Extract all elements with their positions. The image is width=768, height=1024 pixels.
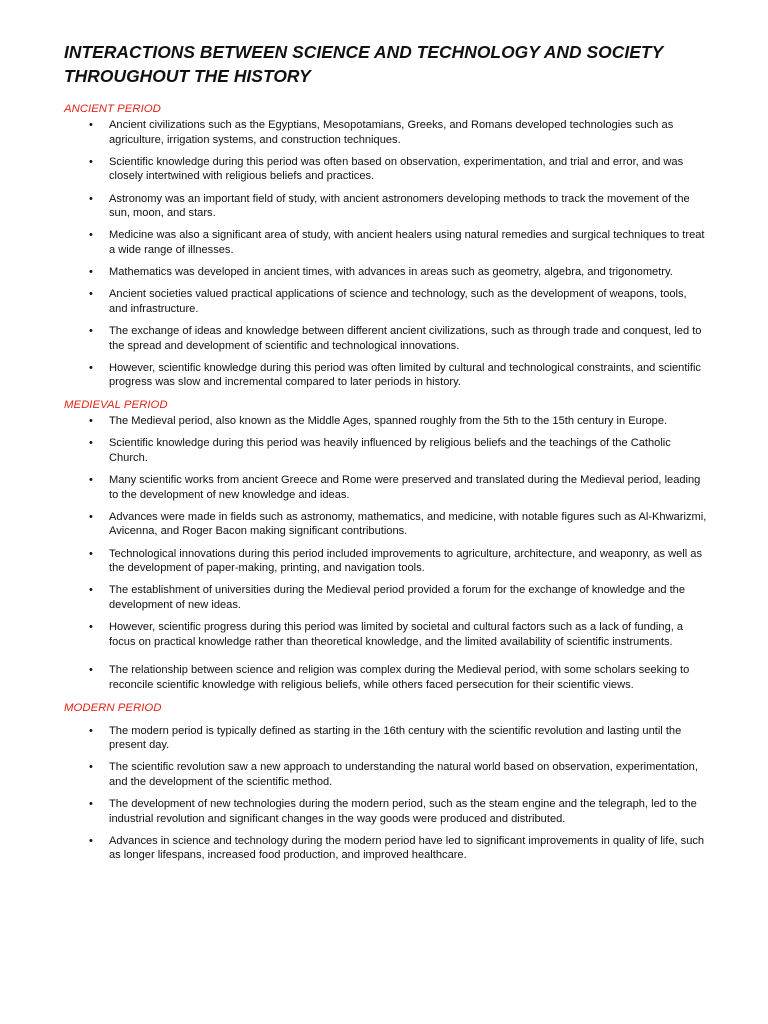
list-item-text: However, scientific knowledge during this period was often limited by cultural and technological constraints, and scientific progress was slow and incremental compared to later periods in history. <box>109 361 701 389</box>
list-item-text: Advances in science and technology during the modern period have led to significant improvements in quality of life, such as longer lifespans, increased food production, and improved healthcare. <box>109 834 705 862</box>
list-item-text: However, scientific progress during this period was limited by societal and cultural factors such as a lack of funding, a focus on practical knowledge rather than theoretical knowledge, and the limited availability of scientific instruments. <box>109 621 684 648</box>
list-item <box>64 155 708 184</box>
list-item-text: Ancient civilizations such as the Egyptians, Mesopotamians, Greeks, and Romans developed technologies such as agriculture, irrigation systems, and construction techniques. <box>109 119 674 146</box>
list-item <box>64 414 708 429</box>
bullet-icon: • <box>89 192 93 205</box>
list-item-text: The exchange of ideas and knowledge between different ancient civilizations, such as through trade and conquest, led to the spread and development of scientific and technological innovations. <box>109 325 702 352</box>
section-heading: ANCIENT PERIOD <box>64 103 161 115</box>
list-item <box>64 620 708 649</box>
bullet-icon: • <box>89 288 93 301</box>
list-item <box>64 118 708 147</box>
bullet-icon: • <box>89 621 93 634</box>
bullet-icon: • <box>89 584 93 597</box>
list-item <box>64 663 708 692</box>
list-item <box>64 361 708 390</box>
list-item <box>64 510 708 539</box>
bullet-icon: • <box>89 155 93 168</box>
list-item-text: Mathematics was developed in ancient times, with advances in areas such as geometry, algebra, and trigonometry. <box>109 266 673 279</box>
section-heading: MEDIEVAL PERIOD <box>64 399 168 412</box>
bullet-icon: • <box>89 415 93 428</box>
bullet-icon: • <box>89 437 93 450</box>
bullet-icon: • <box>89 761 93 774</box>
list-item <box>64 265 708 280</box>
list-item <box>64 192 708 221</box>
list-item-text: The scientific revolution saw a new approach to understanding the natural world based on observation, experimentation, and the development of the scientific method. <box>109 761 698 788</box>
list-item-text: Astronomy was an important field of study, with ancient astronomers developing methods to track the movement of the sun, moon, and stars. <box>109 192 690 220</box>
section-modern-period <box>64 701 708 864</box>
list-item <box>64 547 708 576</box>
bullet-icon: • <box>89 834 93 847</box>
list-item <box>64 797 708 826</box>
bullet-list <box>64 118 708 390</box>
bullet-icon: • <box>89 266 93 279</box>
section-medieval-period <box>64 398 708 692</box>
bullet-icon: • <box>89 724 93 737</box>
list-item-text: The relationship between science and religion was complex during the Medieval period, with some scholars seeking to reconcile scientific knowledge with religious beliefs, while others faced persecution for their scientific views. <box>109 664 690 691</box>
list-item-text: Technological innovations during this period included improvements to agriculture, architecture, and weaponry, as well as the development of paper-making, printing, and navigation tools. <box>109 547 703 575</box>
bullet-list <box>64 724 708 864</box>
bullet-icon: • <box>89 798 93 811</box>
list-item <box>64 760 708 789</box>
document-title: INTERACTIONS BETWEEN SCIENCE AND TECHNOLOGY AND SOCIETY THROUGHOUT THE HISTORY <box>64 42 663 86</box>
bullet-icon: • <box>89 325 93 338</box>
bullet-icon: • <box>89 547 93 560</box>
bullet-icon: • <box>89 510 93 523</box>
list-item-text: Medicine was also a significant area of study, with ancient healers using natural remedies and surgical techniques to treat a wide range of illnesses. <box>109 229 705 256</box>
list-item-text: The development of new technologies during the modern period, such as the steam engine and the telegraph, led to the industrial revolution and significant changes in the way goods were produced and distributed. <box>109 798 697 825</box>
bullet-icon: • <box>89 664 93 677</box>
list-item-text: Ancient societies valued practical applications of science and technology, such as the development of weapons, tools, and infrastructure. <box>109 288 687 315</box>
list-item-text: Many scientific works from ancient Greece and Rome were preserved and translated during the Medieval period, leading to the development of new knowledge and ideas. <box>109 474 701 501</box>
list-item-text: Scientific knowledge during this period was heavily influenced by religious beliefs and the teachings of the Catholic Church. <box>109 437 671 464</box>
section-heading: MODERN PERIOD <box>64 701 162 714</box>
list-item-text: The establishment of universities during the Medieval period provided a forum for the exchange of knowledge and the development of new ideas. <box>109 584 685 611</box>
bullet-icon: • <box>89 361 93 374</box>
bullet-icon: • <box>89 474 93 487</box>
list-item <box>64 324 708 353</box>
list-item <box>64 287 708 316</box>
list-item <box>64 473 708 502</box>
list-item-text: The modern period is typically defined as starting in the 16th century with the scientific revolution and lasting until the present day. <box>109 724 682 752</box>
list-item <box>64 228 708 257</box>
section-ancient-period <box>64 102 708 390</box>
bullet-list <box>64 414 708 692</box>
bullet-icon: • <box>89 119 93 131</box>
list-item-text: Scientific knowledge during this period was often based on observation, experimentation, and trial and error, and was closely intertwined with religious beliefs and practices. <box>109 155 684 183</box>
list-item <box>64 724 708 753</box>
list-item-text: Advances were made in fields such as astronomy, mathematics, and medicine, with notable figures such as Al-Khwarizmi, Avicenna, and Roger Bacon making significant contributions. <box>109 510 707 538</box>
list-item <box>64 583 708 612</box>
list-item <box>64 436 708 465</box>
list-item <box>64 834 708 863</box>
list-item-text: The Medieval period, also known as the Middle Ages, spanned roughly from the 5th to the 15th century in Europe. <box>109 415 668 428</box>
bullet-icon: • <box>89 229 93 242</box>
